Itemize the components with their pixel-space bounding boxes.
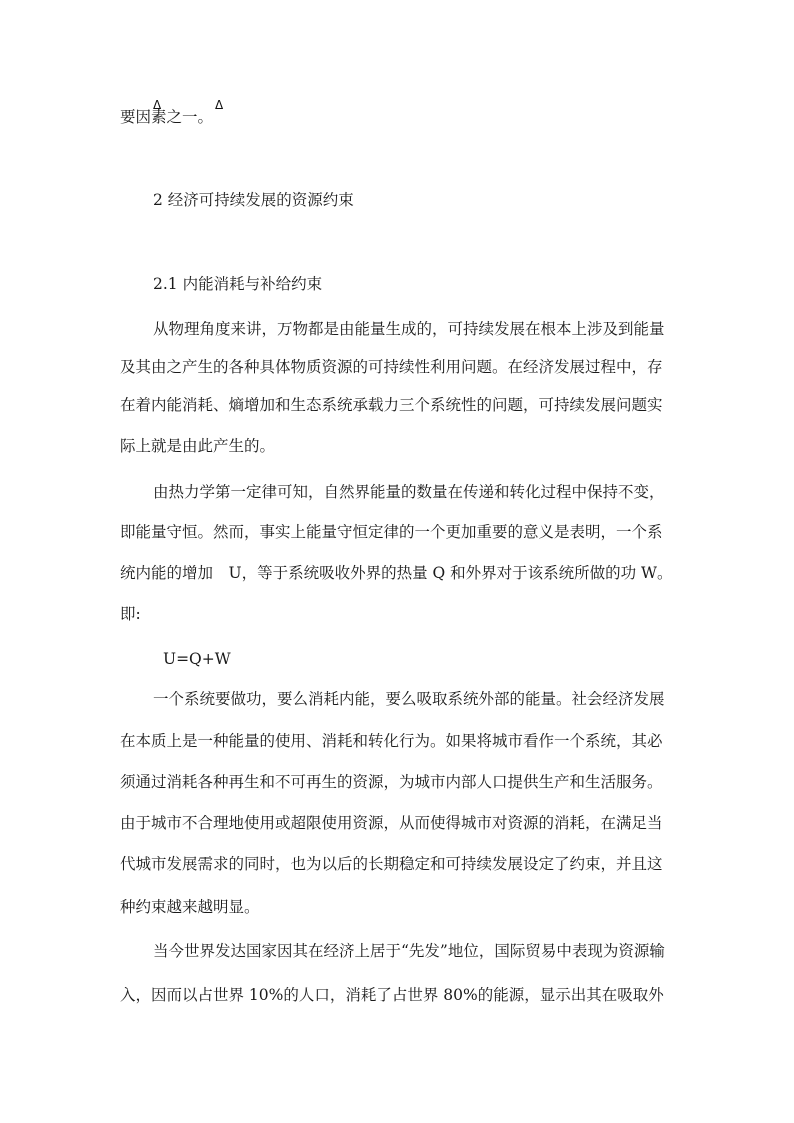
paragraph-line: 在着内能消耗、熵增加和生态系统承载力三个系统性的问题，可持续发展问题实 <box>120 396 663 414</box>
paragraph-line: 须通过消耗各种再生和不可再生的资源，为城市内部人口提供生产和生活服务。 <box>120 773 663 791</box>
delta-marker-2: Δ <box>215 98 224 112</box>
paragraph-line: 一个系统要做功，要么消耗内能，要么吸取系统外部的能量。社会经济发展 <box>153 690 665 708</box>
paragraph-line: 由热力学第一定律可知，自然界能量的数量在传递和转化过程中保持不变， <box>153 483 665 501</box>
paragraph-line: 即能量守恒。然而，事实上能量守恒定律的一个更加重要的意义是表明，一个系 <box>120 523 663 541</box>
paragraph-line: 统内能的增加 U，等于系统吸收外界的热量 Q 和外界对于该系统所做的功 W。 <box>120 564 673 582</box>
subsection-heading: 2.1 内能消耗与补给约束 <box>153 275 323 293</box>
intro-tail: 要因素之一。 <box>120 108 214 126</box>
paragraph-line: 入，因而以占世界 10%的人口，消耗了占世界 80%的能源，显示出其在吸取外 <box>120 986 664 1004</box>
paragraph-line: 从物理角度来讲，万物都是由能量生成的，可持续发展在根本上涉及到能量 <box>153 320 665 338</box>
delta-marker-1: Δ <box>153 98 162 112</box>
paragraph-line: 当今世界发达国家因其在经济上居于“先发”地位，国际贸易中表现为资源输 <box>153 942 665 960</box>
paragraph-line: 在本质上是一种能量的使用、消耗和转化行为。如果将城市看作一个系统，其必 <box>120 732 663 750</box>
paragraph-line: 际上就是由此产生的。 <box>120 437 276 455</box>
paragraph-line: 代城市发展需求的同时，也为以后的长期稳定和可持续发展设定了约束，并且这 <box>120 855 663 873</box>
paragraph-line: 及其由之产生的各种具体物质资源的可持续性利用问题。在经济发展过程中，存 <box>120 358 663 376</box>
formula: U=Q+W <box>163 650 231 668</box>
section-heading: 2 经济可持续发展的资源约束 <box>153 191 354 209</box>
paragraph-line: 种约束越来越明显。 <box>120 898 260 916</box>
paragraph-line: 由于城市不合理地使用或超限使用资源，从而使得城市对资源的消耗，在满足当 <box>120 814 663 832</box>
paragraph-line: 即: <box>120 605 141 623</box>
